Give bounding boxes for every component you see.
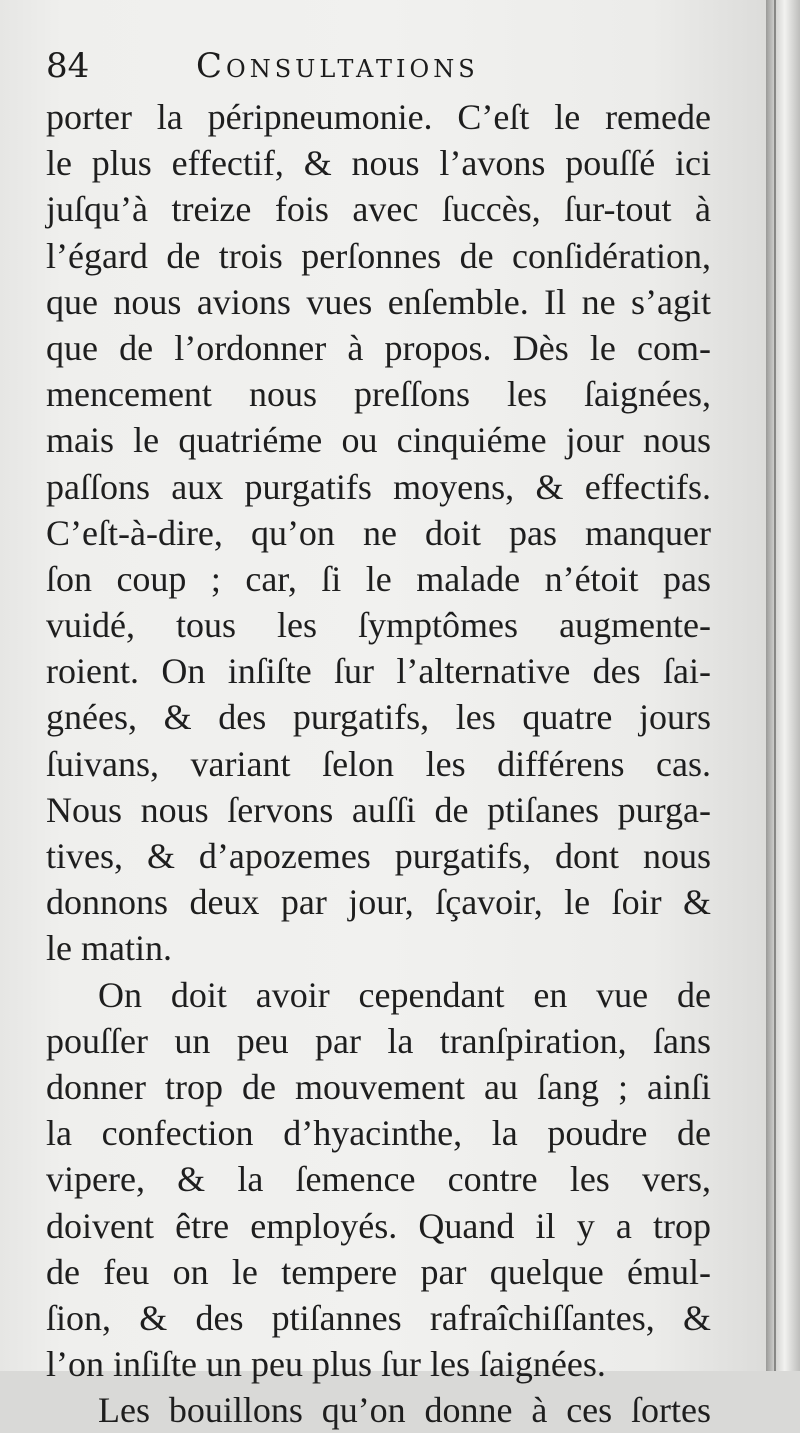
text-line: mencement nous preſſons les ſaignées, (46, 374, 711, 415)
text-line: l’on inſiſte un peu plus ſur les ſaignées. (46, 1344, 606, 1385)
text-line: Nous nous ſervons auſſi de ptiſanes purga- (46, 789, 711, 830)
running-title: Consultations (196, 46, 479, 86)
text-line: le matin. (46, 928, 172, 969)
running-head (46, 40, 566, 94)
text-line: gnées, & des purgatifs, les quatre jours (46, 697, 711, 738)
text-line: l’égard de trois perſonnes de conſidération, (46, 235, 711, 276)
text-line: Les bouillons qu’on donne à ces ſortes (98, 1390, 711, 1431)
text-line: vuidé, tous les ſymptômes augmente- (46, 605, 711, 646)
text-line: juſqu’à treize fois avec ſuccès, ſur-tout à (46, 189, 711, 230)
text-line: pouſſer un peu par la tranſpiration, ſans (46, 1020, 711, 1061)
text-line: de feu on le tempere par quelque émul- (46, 1251, 711, 1292)
text-line: donner trop de mouvement au ſang ; ainſi (46, 1066, 711, 1107)
text-line: la confection d’hyacinthe, la poudre de (46, 1113, 711, 1154)
text-line: roient. On inſiſte ſur l’alternative des ſai- (46, 651, 711, 692)
text-line: que nous avions vues enſemble. Il ne s’agit (46, 281, 711, 322)
text-line: paſſons aux purgatifs moyens, & effectifs. (46, 466, 711, 507)
text-line: porter la péripneumonie. C’eſt le remede (46, 97, 711, 137)
text-line: mais le quatriéme ou cinquiéme jour nous (46, 420, 711, 461)
text-line: ſion, & des ptiſannes rafraîchiſſantes, & (46, 1297, 711, 1338)
body-text (46, 94, 711, 1433)
text-line: que de l’ordonner à propos. Dès le com- (46, 327, 711, 368)
text-line: ſuivans, variant ſelon les différens cas. (46, 743, 711, 784)
text-line: On doit avoir cependant en vue de (98, 974, 711, 1015)
text-line: donnons deux par jour, ſçavoir, le ſoir & (46, 882, 711, 923)
page-number: 84 (46, 46, 90, 86)
text-line: ſon coup ; car, ſi le malade n’étoit pas (46, 558, 711, 599)
text-line: doivent être employés. Quand il y a trop (46, 1205, 711, 1246)
text-line: C’eſt-à-dire, qu’on ne doit pas manquer (46, 512, 711, 553)
text-line: tives, & d’apozemes purgatifs, dont nous (46, 836, 711, 876)
text-line: le plus effectif, & nous l’avons pouſſé ici (46, 143, 711, 184)
book-spine (766, 0, 800, 1371)
text-line: vipere, & la ſemence contre les vers, (46, 1159, 711, 1200)
